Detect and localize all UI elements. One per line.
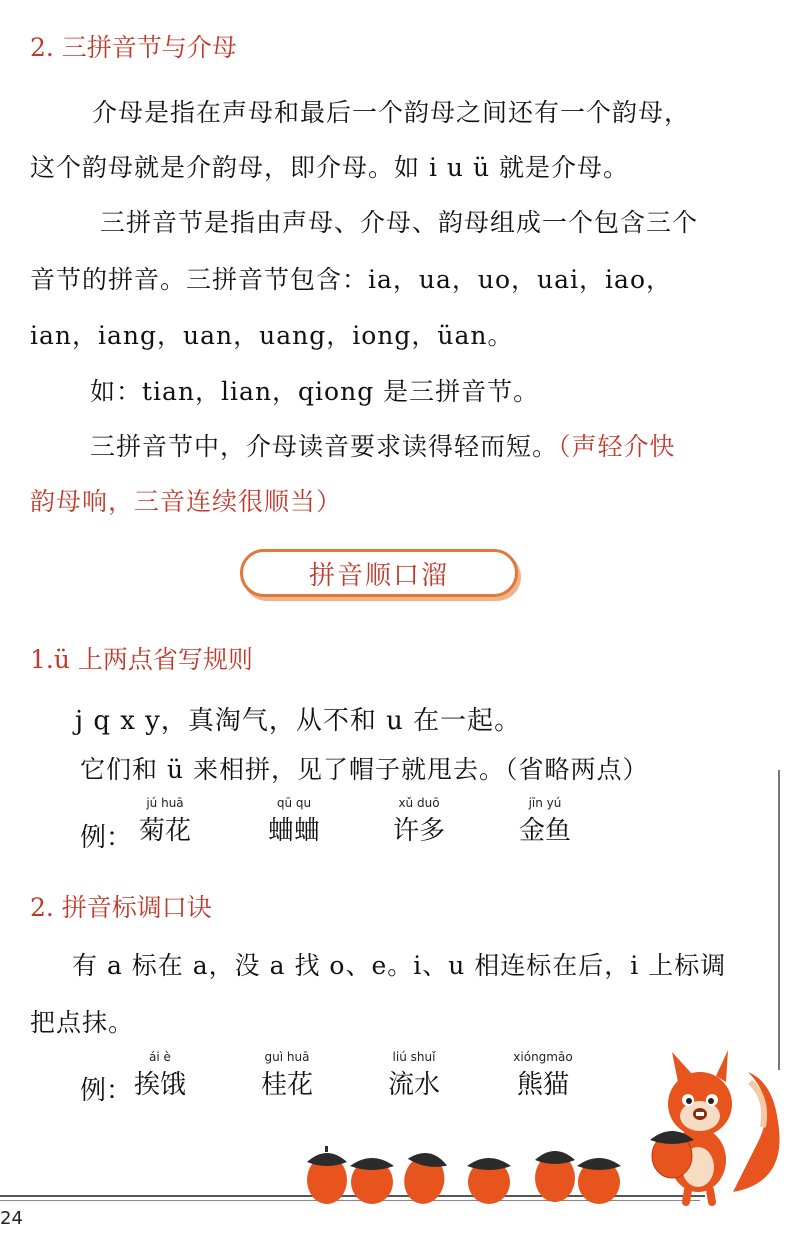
example-word: 流水 <box>387 1070 440 1100</box>
mnemonic-text: 韵母响，三音连续很顺当） <box>30 487 343 516</box>
example-item <box>133 796 197 847</box>
paragraph-line: 三拼音节是指由声母、介母、韵母组成一个包含三个 <box>100 208 699 237</box>
example-label: 例： <box>80 823 133 853</box>
example-word: 挨饿 <box>133 1070 186 1100</box>
acorn-icon <box>577 1158 621 1204</box>
paragraph-line: 介母是指在声母和最后一个韵母之间还有一个韵母， <box>92 98 691 127</box>
rule-heading-u-dots: 1.ü 上两点省写规则 <box>30 645 253 674</box>
example-item <box>387 796 451 847</box>
page-frame-right <box>778 770 780 1070</box>
acorn-row-illustration <box>295 1138 645 1208</box>
example-item <box>262 796 326 847</box>
example-pinyin: qū qu <box>276 796 312 810</box>
example-pinyin: ái è <box>149 1050 171 1064</box>
example-item <box>128 1050 192 1101</box>
acorn-icon <box>400 1150 448 1207</box>
example-pinyin: guì huā <box>264 1050 310 1064</box>
example-word: 蛐蛐 <box>267 816 320 846</box>
example-word: 熊猫 <box>516 1070 569 1100</box>
example-item <box>508 1050 578 1101</box>
acorn-icon <box>350 1158 394 1204</box>
example-item <box>513 796 577 847</box>
example-pinyin: xióngmāo <box>513 1050 573 1064</box>
paragraph-line: 音节的拼音。三拼音节包含：ia，ua，uo，uai，iao， <box>30 265 673 294</box>
example-word: 许多 <box>392 816 445 846</box>
example-pinyin: liú shuǐ <box>392 1050 436 1064</box>
paragraph-line: 如：tian，lian，qiong 是三拼音节。 <box>90 377 540 406</box>
example-word: 菊花 <box>138 816 191 846</box>
squirrel-illustration <box>638 1042 798 1207</box>
example-word: 金鱼 <box>518 816 571 846</box>
section-banner <box>240 549 518 597</box>
example-pinyin: jú huā <box>146 796 184 810</box>
rhyme-line: 把点抹。 <box>30 1008 135 1037</box>
rhyme-line: 它们和 ü 来相拼，见了帽子就甩去。（省略两点） <box>80 755 649 784</box>
banner-title: 拼音顺口溜 <box>308 560 449 591</box>
rhyme-line: 有 a 标在 a，没 a 找 o、e。i、u 相连标在后，i 上标调 <box>72 951 727 980</box>
paragraph-line <box>90 427 676 463</box>
page-number: 24 <box>0 1208 23 1229</box>
rule-heading-tone-marks: 2. 拼音标调口诀 <box>30 893 212 922</box>
example-pinyin: jīn yú <box>528 796 562 810</box>
example-label: 例： <box>80 1076 133 1106</box>
paragraph-line: ian，iang，uan，uang，iong，üan。 <box>30 321 514 350</box>
rhyme-line: j q x y，真淘气，从不和 u 在一起。 <box>75 706 522 736</box>
paragraph-text: 三拼音节中，介母读音要求读得轻而短。 <box>90 432 559 461</box>
paragraph-line: 这个韵母就是介韵母，即介母。如 i u ü 就是介母。 <box>30 153 629 182</box>
example-item <box>255 1050 319 1101</box>
acorn-icon <box>535 1151 575 1202</box>
mnemonic-text: （声轻介快 <box>558 432 676 461</box>
example-item <box>382 1050 446 1101</box>
acorn-icon <box>467 1158 511 1204</box>
example-word: 桂花 <box>260 1070 313 1100</box>
acorn-icon <box>307 1146 347 1204</box>
section-heading-three-syllable: 2. 三拼音节与介母 <box>30 33 237 62</box>
example-pinyin: xǔ duō <box>398 796 440 810</box>
